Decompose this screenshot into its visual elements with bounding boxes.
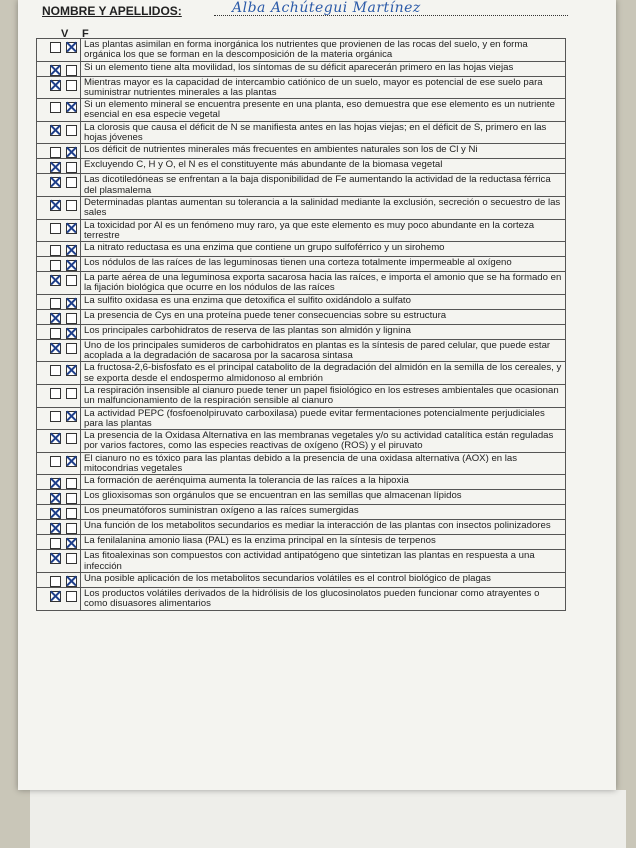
question-text: La fructosa-2,6-bisfosfato es el principal catabolito de la degradación del almidón en la semilla de los cereales, y se exporta desde el endospermo almidonoso al embrión xyxy=(81,362,566,385)
false-checkbox[interactable] xyxy=(66,328,77,339)
answer-cell xyxy=(37,490,81,505)
answer-cell xyxy=(37,219,81,242)
question-row xyxy=(37,219,566,242)
true-checkbox[interactable] xyxy=(50,245,61,256)
true-checkbox[interactable] xyxy=(50,343,61,354)
question-text: La fenilalanina amonio liasa (PAL) es la enzima principal en la síntesis de terpenos xyxy=(81,535,566,550)
false-checkbox[interactable] xyxy=(66,298,77,309)
true-checkbox[interactable] xyxy=(50,42,61,53)
question-row xyxy=(37,257,566,272)
true-checkbox[interactable] xyxy=(50,313,61,324)
answer-cell xyxy=(37,121,81,144)
answer-cell xyxy=(37,144,81,159)
false-checkbox[interactable] xyxy=(66,493,77,504)
false-checkbox[interactable] xyxy=(66,260,77,271)
question-text: Los productos volátiles derivados de la hidrólisis de los glucosinolatos pueden funcionar como atrayentes o como disuasores alimentarios xyxy=(81,587,566,610)
true-checkbox[interactable] xyxy=(50,177,61,188)
false-checkbox[interactable] xyxy=(66,553,77,564)
false-checkbox[interactable] xyxy=(66,313,77,324)
question-row xyxy=(37,121,566,144)
true-checkbox[interactable] xyxy=(50,456,61,467)
answer-cell xyxy=(37,196,81,219)
question-text: La parte aérea de una leguminosa exporta sacarosa hacia las raíces, e importa el amonio que se ha formado en la fijación biológica que ocurre en los nódulos de las raíces xyxy=(81,272,566,295)
question-row xyxy=(37,144,566,159)
answer-cell xyxy=(37,309,81,324)
question-text: Mientras mayor es la capacidad de intercambio catiónico de un suelo, mayor es potencial de ese suelo para suministrar nutrientes minerales a las plantas xyxy=(81,76,566,99)
question-text: La respiración insensible al cianuro puede tener un papel fisiológico en los estreses ambientales que ocasionan un malfuncionamiento de la respiración sensible al cianuro xyxy=(81,384,566,407)
question-row xyxy=(37,520,566,535)
answer-cell xyxy=(37,339,81,362)
question-text: Si un elemento tiene alta movilidad, los síntomas de su déficit aparecerán primero en las hojas viejas xyxy=(81,61,566,76)
false-checkbox[interactable] xyxy=(66,433,77,444)
false-checkbox[interactable] xyxy=(66,102,77,113)
false-checkbox[interactable] xyxy=(66,42,77,53)
false-checkbox[interactable] xyxy=(66,365,77,376)
true-checkbox[interactable] xyxy=(50,365,61,376)
answer-cell xyxy=(37,550,81,573)
question-text: Una posible aplicación de los metabolitos secundarios volátiles es el control biológico de plagas xyxy=(81,572,566,587)
name-label: NOMBRE Y APELLIDOS: xyxy=(42,4,182,18)
true-checkbox[interactable] xyxy=(50,298,61,309)
question-text: La nitrato reductasa es una enzima que contiene un grupo sulfoférrico y un sirohemo xyxy=(81,242,566,257)
answer-cell xyxy=(37,505,81,520)
answer-cell xyxy=(37,39,81,62)
answer-cell xyxy=(37,99,81,122)
answer-cell xyxy=(37,257,81,272)
answer-cell xyxy=(37,384,81,407)
column-v-label: V xyxy=(61,28,69,40)
question-text: La presencia de la Oxidasa Alternativa en las membranas vegetales y/o su actividad catalítica están reguladas por varios factores, como las especies reactivas de oxígeno (ROS) y el piruvato xyxy=(81,430,566,453)
answer-cell xyxy=(37,362,81,385)
question-row xyxy=(37,159,566,174)
answer-cell xyxy=(37,294,81,309)
false-checkbox[interactable] xyxy=(66,200,77,211)
true-checkbox[interactable] xyxy=(50,80,61,91)
column-f-label: F xyxy=(82,28,89,40)
false-checkbox[interactable] xyxy=(66,388,77,399)
question-text: Una función de los metabolitos secundarios es mediar la interacción de las plantas con insectos polinizadores xyxy=(81,520,566,535)
answer-cell xyxy=(37,572,81,587)
false-checkbox[interactable] xyxy=(66,125,77,136)
answer-cell xyxy=(37,520,81,535)
answer-cell xyxy=(37,242,81,257)
question-row xyxy=(37,174,566,197)
answer-cell xyxy=(37,452,81,475)
question-row xyxy=(37,587,566,610)
answer-cell xyxy=(37,535,81,550)
question-text: La sulfito oxidasa es una enzima que detoxifica el sulfito oxidándolo a sulfato xyxy=(81,294,566,309)
question-row xyxy=(37,384,566,407)
true-checkbox[interactable] xyxy=(50,223,61,234)
question-text: La formación de aerénquima aumenta la tolerancia de las raíces a la hipoxia xyxy=(81,475,566,490)
true-checkbox[interactable] xyxy=(50,328,61,339)
true-checkbox[interactable] xyxy=(50,275,61,286)
question-row xyxy=(37,475,566,490)
underlying-sheet xyxy=(30,790,626,848)
true-checkbox[interactable] xyxy=(50,162,61,173)
question-text: La clorosis que causa el déficit de N se manifiesta antes en las hojas viejas; en el déficit de S, primero en las hojas jóvenes xyxy=(81,121,566,144)
question-row xyxy=(37,535,566,550)
true-checkbox[interactable] xyxy=(50,553,61,564)
question-text: Los principales carbohidratos de reserva de las plantas son almidón y lignina xyxy=(81,324,566,339)
true-checkbox[interactable] xyxy=(50,260,61,271)
question-row xyxy=(37,324,566,339)
questions-table xyxy=(36,38,566,611)
question-text: Las dicotiledóneas se enfrentan a la baja disponibilidad de Fe aumentando la actividad de la reductasa férrica del plasmalema xyxy=(81,174,566,197)
true-checkbox[interactable] xyxy=(50,411,61,422)
answer-cell xyxy=(37,430,81,453)
question-row xyxy=(37,272,566,295)
false-checkbox[interactable] xyxy=(66,576,77,587)
answer-cell xyxy=(37,587,81,610)
false-checkbox[interactable] xyxy=(66,275,77,286)
true-checkbox[interactable] xyxy=(50,102,61,113)
question-text: Los déficit de nutrientes minerales más frecuentes en ambientes naturales son los de Cl y Ni xyxy=(81,144,566,159)
true-checkbox[interactable] xyxy=(50,576,61,587)
answer-cell xyxy=(37,61,81,76)
question-text: Si un elemento mineral se encuentra presente en una planta, eso demuestra que ese elemento es un nutriente esencial en esa especie vegetal xyxy=(81,99,566,122)
true-checkbox[interactable] xyxy=(50,523,61,534)
name-value[interactable]: Alba Achútegui Martínez xyxy=(232,0,421,16)
true-checkbox[interactable] xyxy=(50,65,61,76)
false-checkbox[interactable] xyxy=(66,591,77,602)
question-text: La presencia de Cys en una proteína puede tener consecuencias sobre su estructura xyxy=(81,309,566,324)
false-checkbox[interactable] xyxy=(66,245,77,256)
true-checkbox[interactable] xyxy=(50,478,61,489)
true-checkbox[interactable] xyxy=(50,388,61,399)
false-checkbox[interactable] xyxy=(66,411,77,422)
question-row xyxy=(37,362,566,385)
question-row xyxy=(37,505,566,520)
header xyxy=(42,0,582,24)
answer-cell xyxy=(37,174,81,197)
answer-cell xyxy=(37,76,81,99)
answer-cell xyxy=(37,272,81,295)
answer-cell xyxy=(37,475,81,490)
false-checkbox[interactable] xyxy=(66,177,77,188)
question-row xyxy=(37,407,566,430)
question-text: Determinadas plantas aumentan su tolerancia a la salinidad mediante la exclusión, secreción o secuestro de las sales xyxy=(81,196,566,219)
true-checkbox[interactable] xyxy=(50,125,61,136)
question-text: Los glioxisomas son orgánulos que se encuentran en las semillas que almacenan lípidos xyxy=(81,490,566,505)
question-row xyxy=(37,430,566,453)
true-checkbox[interactable] xyxy=(50,538,61,549)
false-checkbox[interactable] xyxy=(66,162,77,173)
false-checkbox[interactable] xyxy=(66,65,77,76)
question-text: El cianuro no es tóxico para las plantas debido a la presencia de una oxidasa alternativa (AOX) en las mitocondrias vegetales xyxy=(81,452,566,475)
true-checkbox[interactable] xyxy=(50,508,61,519)
question-row xyxy=(37,99,566,122)
question-text: La toxicidad por Al es un fenómeno muy raro, ya que este elemento es muy poco abundante en la corteza terrestre xyxy=(81,219,566,242)
true-checkbox[interactable] xyxy=(50,493,61,504)
answer-cell xyxy=(37,159,81,174)
false-checkbox[interactable] xyxy=(66,343,77,354)
answer-cell xyxy=(37,407,81,430)
question-text: Excluyendo C, H y O, el N es el constituyente más abundante de la biomasa vegetal xyxy=(81,159,566,174)
question-row xyxy=(37,196,566,219)
question-row xyxy=(37,339,566,362)
question-text: Las plantas asimilan en forma inorgánica los nutrientes que provienen de las rocas del suelo, y en forma orgánica los que se forman en la descomposición de la materia orgánica xyxy=(81,39,566,62)
question-row xyxy=(37,550,566,573)
question-row xyxy=(37,242,566,257)
answer-cell xyxy=(37,324,81,339)
false-checkbox[interactable] xyxy=(66,223,77,234)
question-row xyxy=(37,294,566,309)
false-checkbox[interactable] xyxy=(66,147,77,158)
false-checkbox[interactable] xyxy=(66,523,77,534)
false-checkbox[interactable] xyxy=(66,508,77,519)
question-row xyxy=(37,76,566,99)
false-checkbox[interactable] xyxy=(66,478,77,489)
true-checkbox[interactable] xyxy=(50,433,61,444)
question-text: Uno de los principales sumideros de carbohidratos en plantas es la síntesis de pared celular, que puede estar acoplada a la degradación de sacarosa por la sacarosa sintasa xyxy=(81,339,566,362)
false-checkbox[interactable] xyxy=(66,456,77,467)
question-row xyxy=(37,61,566,76)
question-text: Los pneumatóforos suministran oxígeno a las raíces sumergidas xyxy=(81,505,566,520)
question-text: Las fitoalexinas son compuestos con actividad antipatógeno que sintetizan las plantas en respuesta a una infección xyxy=(81,550,566,573)
false-checkbox[interactable] xyxy=(66,80,77,91)
question-row xyxy=(37,39,566,62)
question-text: La actividad PEPC (fosfoenolpiruvato carboxilasa) puede evitar fermentaciones potencialmente perjudiciales para las plantas xyxy=(81,407,566,430)
true-checkbox[interactable] xyxy=(50,200,61,211)
question-row xyxy=(37,452,566,475)
true-checkbox[interactable] xyxy=(50,147,61,158)
question-text: Los nódulos de las raíces de las leguminosas tienen una corteza totalmente impermeable al oxígeno xyxy=(81,257,566,272)
question-row xyxy=(37,309,566,324)
question-row xyxy=(37,490,566,505)
true-checkbox[interactable] xyxy=(50,591,61,602)
question-row xyxy=(37,572,566,587)
false-checkbox[interactable] xyxy=(66,538,77,549)
